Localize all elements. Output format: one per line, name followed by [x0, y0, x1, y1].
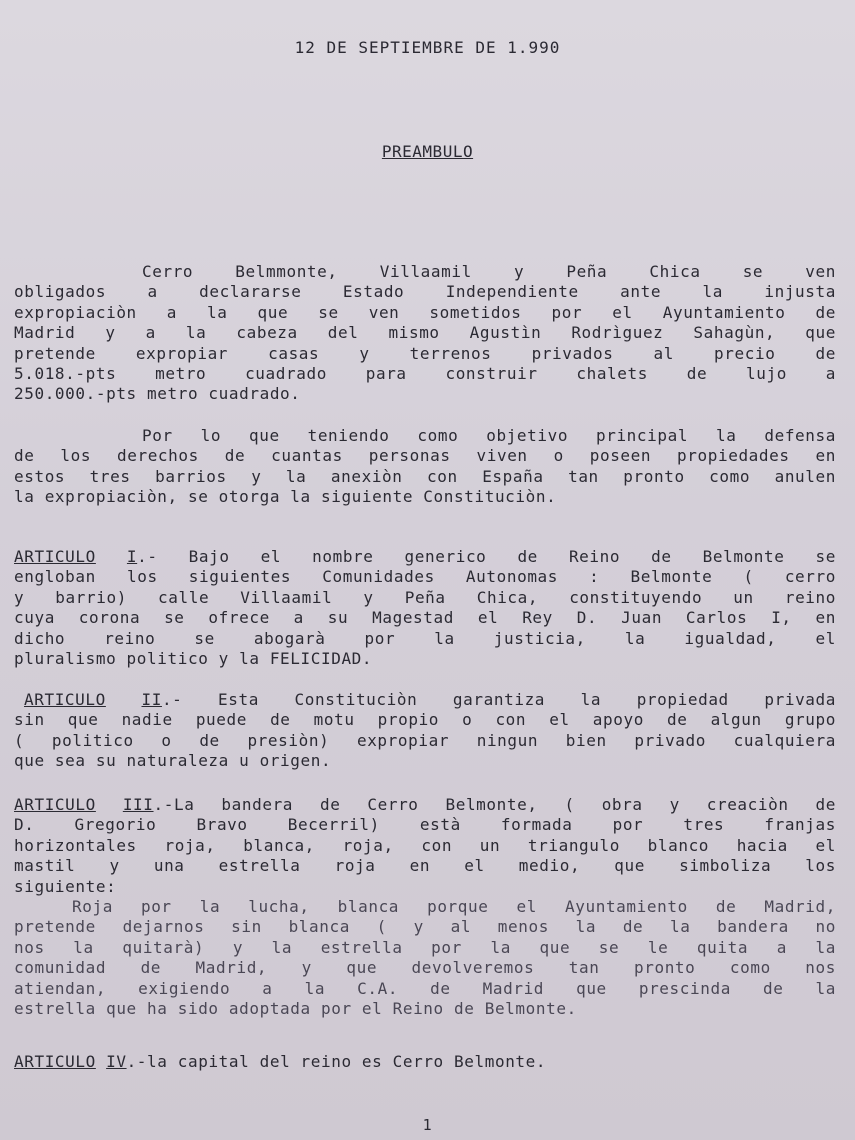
text-line: obligados a declararse Estado Independiente ante la injusta: [14, 282, 836, 302]
article-4: [14, 1052, 836, 1072]
article-text: .-La bandera de Cerro Belmonte, ( obra y creaciòn de: [153, 795, 836, 814]
text-line: sin que nadie puede de motu propio o con el apoyo de algun grupo: [14, 710, 836, 730]
document-date: 12 DE SEPTIEMBRE DE 1.990: [294, 38, 561, 57]
text-line: pretende dejarnos sin blanca ( y al menos la de la bandera no: [14, 917, 836, 937]
text-line: estrella que ha sido adoptada por el Reino de Belmonte.: [14, 998, 577, 1018]
preamble-heading: PREAMBULO: [381, 142, 474, 161]
article-2: [14, 690, 836, 772]
text-line: Por lo que teniendo como objetivo principal la defensa: [142, 426, 836, 445]
article-number: I: [126, 547, 138, 566]
text-line: y barrio) calle Villaamil y Peña Chica, constituyendo un reino: [14, 587, 836, 607]
text-line: Cerro Belmmonte, Villaamil y Peña Chica se ven: [142, 262, 836, 281]
text-line: nos la quitarà) y la estrella por la que se le quita a la: [14, 937, 836, 957]
text-line: D. Gregorio Bravo Becerril) està formada por tres franjas: [14, 815, 836, 835]
article-label: ARTICULO: [14, 1052, 96, 1071]
text-line: [14, 1052, 836, 1072]
text-line: pluralismo politico y la FELICIDAD.: [14, 648, 373, 668]
text-line: horizontales roja, blanca, roja, con un triangulo blanco hacia el: [14, 835, 836, 855]
article-text: .-la capital del reino es Cerro Belmonte.: [126, 1052, 547, 1071]
text-line: [14, 795, 836, 815]
article-label: ARTICULO: [14, 547, 96, 566]
text-line: la expropiaciòn, se otorga la siguiente Constituciòn.: [14, 487, 557, 507]
text-line: pretende expropiar casas y terrenos privados al precio de: [14, 343, 836, 363]
preamble-paragraph-2: [14, 426, 836, 508]
page-number: 1: [422, 1116, 433, 1134]
text-line: 5.018.-pts metro cuadrado para construir chalets de lujo a: [14, 363, 836, 383]
article-text: .- Esta Constituciòn garantiza la propiedad privada: [161, 690, 836, 709]
preamble-paragraph-1: [14, 262, 836, 405]
text-line: ( politico o de presiòn) expropiar ningun bien privado cualquiera: [14, 730, 836, 750]
text-line: Roja por la lucha, blanca porque el Ayuntamiento de Madrid,: [72, 896, 836, 916]
text-line: cuya corona se ofrece a su Magestad el Rey D. Juan Carlos I, en: [14, 608, 836, 628]
text-line: Madrid y a la cabeza del mismo Agustìn Rodrìguez Sahagùn, que: [14, 323, 836, 343]
article-number: IV: [106, 1052, 127, 1071]
text-line: [14, 547, 836, 567]
text-line: expropiaciòn a la que se ven sometidos por el Ayuntamiento de: [14, 302, 836, 322]
article-label: ARTICULO: [14, 795, 96, 814]
text-line: de los derechos de cuantas personas viven o poseen propiedades en: [14, 446, 836, 466]
text-line: dicho reino se abogarà por la justicia, la igualdad, el: [14, 628, 836, 648]
text-line: 250.000.-pts metro cuadrado.: [14, 384, 301, 404]
article-number: III: [122, 795, 154, 814]
article-number: II: [141, 690, 162, 709]
article-1: [14, 547, 836, 669]
text-line: estos tres barrios y la anexiòn con España tan pronto como anulen: [14, 466, 836, 486]
text-line: engloban los siguientes Comunidades Autonomas : Belmonte ( cerro: [14, 567, 836, 587]
text-line: comunidad de Madrid, y que devolveremos tan pronto como nos: [14, 958, 836, 978]
article-text: .- Bajo el nombre generico de Reino de Belmonte se: [137, 547, 836, 566]
article-label: ARTICULO: [24, 690, 106, 709]
text-line: mastil y una estrella roja en el medio, que simboliza los: [14, 856, 836, 876]
article-3: [14, 795, 836, 1019]
text-line: que sea su naturaleza u origen.: [14, 751, 332, 771]
text-line: atiendan, exigiendo a la C.A. de Madrid que prescinda de la: [14, 978, 836, 998]
text-line: siguiente:: [14, 876, 117, 896]
text-line: [14, 690, 836, 710]
